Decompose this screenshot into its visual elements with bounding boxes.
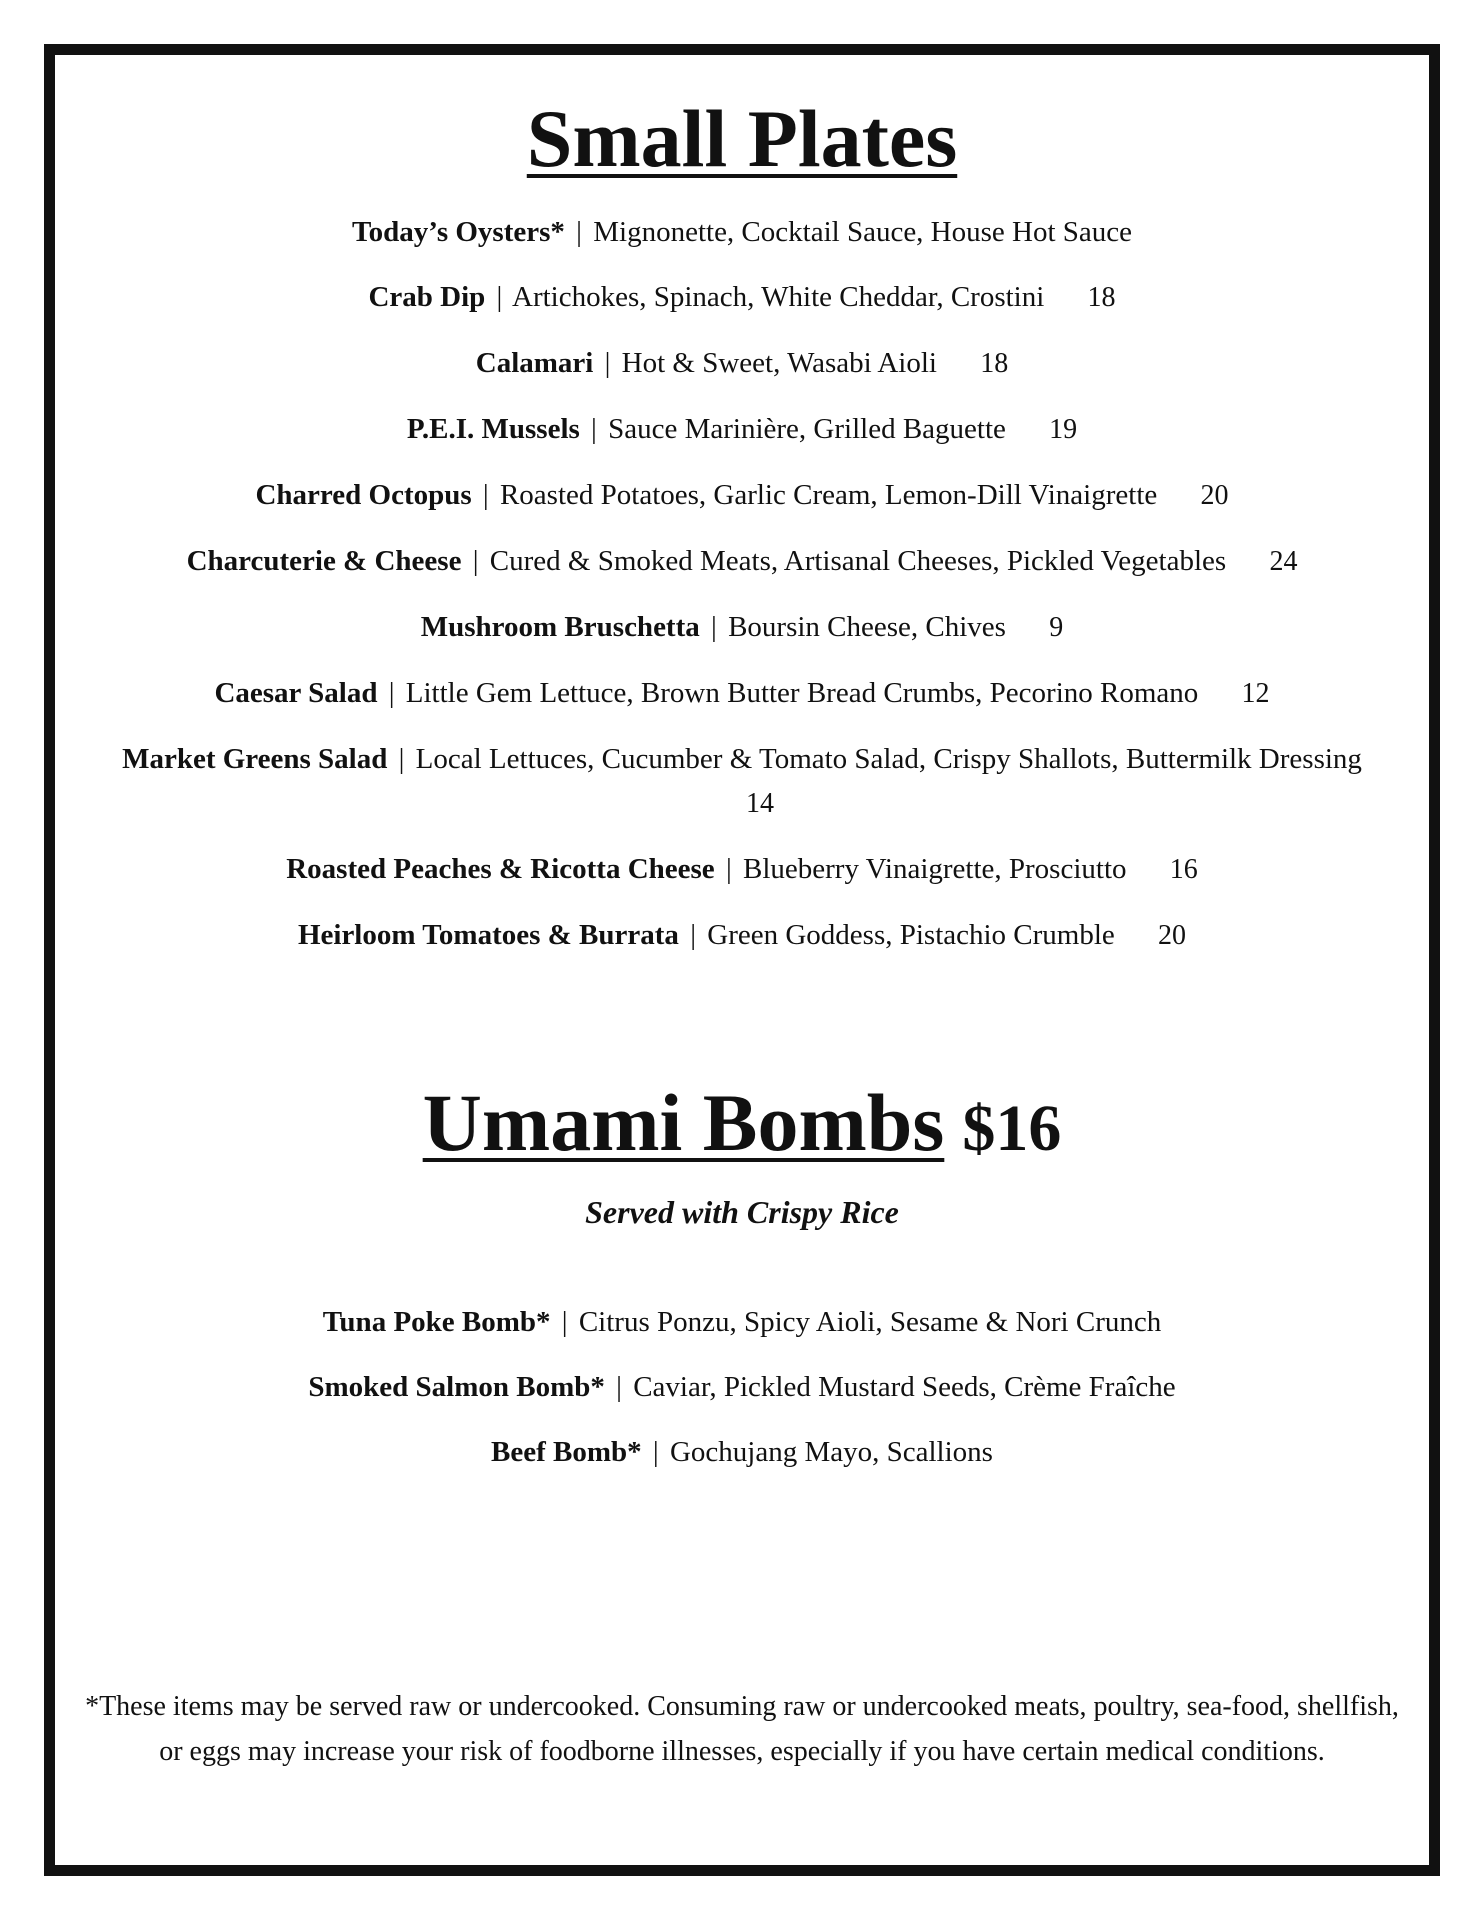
menu-item — [100, 1365, 1384, 1409]
small-plates-list — [100, 210, 1384, 979]
item-price: 24 — [1269, 546, 1298, 577]
item-separator: | — [652, 1436, 659, 1468]
item-name: P.E.I. Mussels — [406, 413, 580, 445]
item-description: Blueberry Vinaigrette, Prosciutto — [743, 853, 1127, 885]
item-description: Little Gem Lettuce, Brown Butter Bread Crumbs, Pecorino Romano — [405, 677, 1199, 709]
menu-item — [100, 473, 1384, 518]
item-description: Gochujang Mayo, Scallions — [669, 1436, 993, 1468]
raw-food-disclaimer: *These items may be served raw or undercooked. Consuming raw or undercooked meats, poultry, sea-food, shellfish, or eggs may increase your risk of foodborne illnesses, especially if you have certain medical conditions. — [85, 1691, 1399, 1767]
menu-item — [100, 847, 1384, 892]
item-description: Mignonette, Cocktail Sauce, House Hot Sauce — [593, 216, 1133, 248]
item-name: Beef Bomb* — [491, 1436, 642, 1468]
menu-item — [100, 1300, 1384, 1344]
menu-item — [100, 737, 1384, 826]
menu-item — [70, 539, 1414, 584]
menu-item — [100, 671, 1384, 716]
item-name: Mushroom Bruschetta — [420, 611, 700, 643]
item-separator: | — [398, 743, 405, 775]
umami-bombs-title: Umami Bombs — [422, 1077, 945, 1168]
menu-item — [100, 1430, 1384, 1474]
item-description: Cured & Smoked Meats, Artisanal Cheeses, Pickled Vegetables — [489, 545, 1227, 577]
menu-item — [100, 407, 1384, 452]
item-name: Roasted Peaches & Ricotta Cheese — [286, 853, 715, 885]
item-separator: | — [472, 545, 479, 577]
item-separator: | — [591, 413, 597, 445]
item-separator: | — [725, 853, 732, 885]
item-description: Artichokes, Spinach, White Cheddar, Crostini — [512, 281, 1045, 313]
item-name: Charcuterie & Cheese — [186, 545, 462, 577]
umami-bombs-list — [100, 1300, 1384, 1495]
menu-item — [100, 341, 1384, 386]
item-price: 20 — [1200, 480, 1229, 511]
item-price: 16 — [1169, 854, 1198, 885]
umami-bombs-subtitle: Served with Crispy Rice — [585, 1194, 899, 1230]
item-description: Hot & Sweet, Wasabi Aioli — [621, 347, 937, 379]
menu-item — [100, 605, 1384, 650]
item-name: Caesar Salad — [214, 677, 378, 709]
umami-bombs-price: $16 — [962, 1092, 1062, 1165]
umami-bombs-heading — [0, 1077, 1484, 1168]
small-plates-heading — [0, 93, 1484, 184]
item-separator: | — [711, 611, 717, 643]
item-separator: | — [482, 479, 489, 511]
item-name: Tuna Poke Bomb* — [322, 1306, 551, 1338]
item-description: Roasted Potatoes, Garlic Cream, Lemon-Dill Vinaigrette — [499, 479, 1158, 511]
item-name: Today’s Oysters* — [351, 216, 565, 248]
menu-item — [100, 210, 1384, 254]
item-name: Calamari — [475, 347, 594, 379]
item-description: Sauce Marinière, Grilled Baguette — [608, 413, 1006, 445]
item-price: 12 — [1241, 678, 1270, 709]
item-name: Smoked Salmon Bomb* — [308, 1371, 605, 1403]
item-separator: | — [616, 1371, 622, 1403]
item-price: 18 — [980, 348, 1009, 379]
item-price: 20 — [1158, 920, 1187, 951]
menu-item — [100, 913, 1384, 958]
item-description: Green Goddess, Pistachio Crumble — [707, 919, 1115, 951]
item-price: 9 — [1049, 612, 1064, 643]
item-separator: | — [388, 677, 395, 709]
item-price: 14 — [746, 788, 774, 819]
item-separator: | — [576, 216, 582, 248]
item-price: 18 — [1087, 282, 1116, 313]
item-separator: | — [604, 347, 611, 379]
item-name: Heirloom Tomatoes & Burrata — [297, 919, 679, 951]
menu-item — [100, 275, 1384, 320]
item-description: Caviar, Pickled Mustard Seeds, Crème Fraîche — [633, 1371, 1176, 1403]
item-name: Charred Octopus — [255, 479, 472, 511]
item-separator: | — [690, 919, 696, 951]
item-name: Crab Dip — [368, 281, 486, 313]
small-plates-title: Small Plates — [526, 93, 958, 184]
item-separator: | — [496, 281, 503, 313]
item-description: Local Lettuces, Cucumber & Tomato Salad, Crispy Shallots, Buttermilk Dressing — [415, 743, 1362, 775]
item-separator: | — [561, 1306, 568, 1338]
item-price: 19 — [1049, 414, 1078, 445]
item-name: Market Greens Salad — [122, 743, 388, 775]
item-description: Boursin Cheese, Chives — [728, 611, 1006, 643]
item-description: Citrus Ponzu, Spicy Aioli, Sesame & Nori Crunch — [578, 1306, 1162, 1338]
